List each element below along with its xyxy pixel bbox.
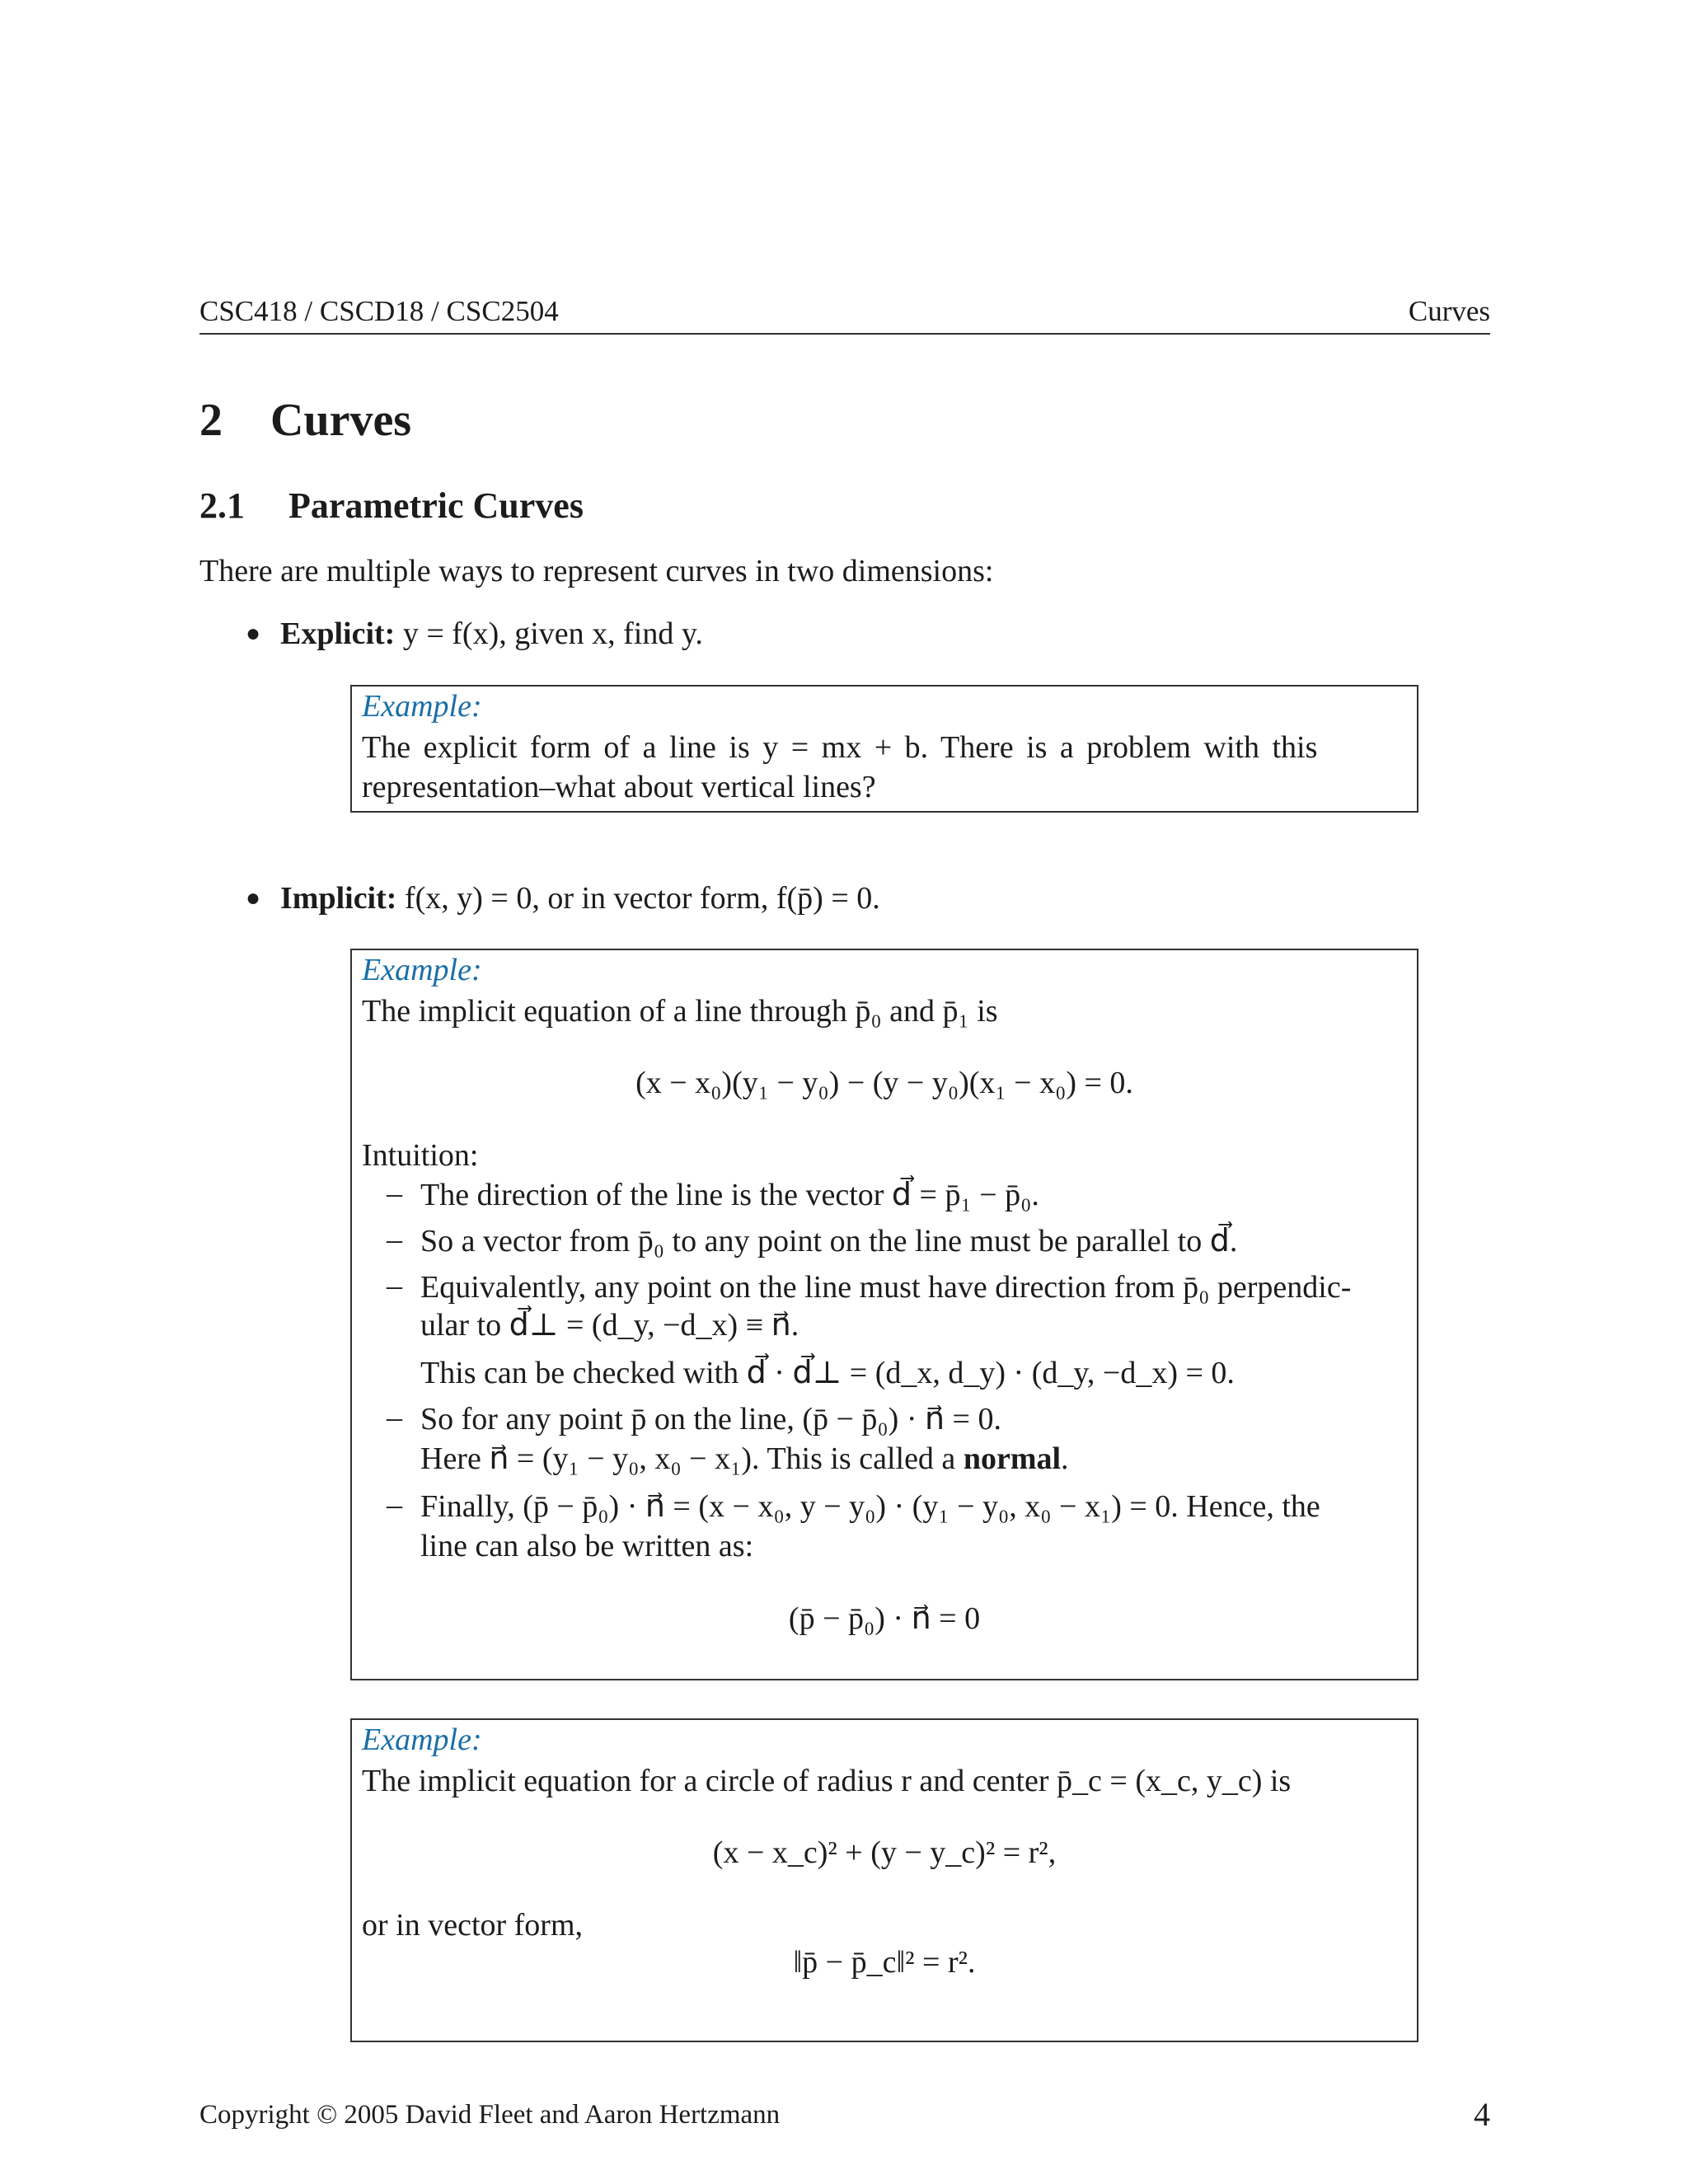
intuition-item-2: So a vector from p̄₀ to any point on the line must be parallel to d⃗. bbox=[420, 1224, 1238, 1258]
running-header-course: CSC418 / CSCD18 / CSC2504 bbox=[199, 295, 559, 327]
intuition-item-5-line-2: line can also be written as: bbox=[420, 1529, 754, 1563]
intuition-label: Intuition: bbox=[362, 1138, 479, 1173]
example-box-implicit-line bbox=[350, 949, 1418, 1680]
example-text-line-1: The explicit form of a line is y = mx + b. There is a problem with this bbox=[362, 730, 1318, 765]
header-rule bbox=[199, 333, 1490, 335]
page-number: 4 bbox=[1474, 2096, 1490, 2133]
display-equation-circle-vector: ‖p̄ − p̄_c‖² = r². bbox=[793, 1945, 976, 1980]
running-header-topic: Curves bbox=[1408, 295, 1490, 327]
intuition-item-3-line-3: This can be checked with d⃗ · d⃗⊥ = (d_x, d_y) · (d_y, −d_x) = 0. bbox=[420, 1356, 1235, 1390]
explicit-text: y = f(x), given x, find y. bbox=[402, 616, 703, 651]
explicit-label: Explicit: bbox=[280, 616, 396, 651]
explicit-item bbox=[280, 614, 703, 654]
example-text-line-2: representation–what about vertical lines? bbox=[362, 770, 876, 804]
subsection-title: Parametric Curves bbox=[288, 485, 584, 526]
bullet-dot-icon: ● bbox=[246, 620, 261, 647]
implicit-text: f(x, y) = 0, or in vector form, f(p̄) = 0. bbox=[404, 881, 880, 916]
dash-bullet: – bbox=[387, 1176, 402, 1211]
dash-bullet: – bbox=[387, 1488, 402, 1522]
footer-copyright: Copyright © 2005 David Fleet and Aaron Hertzmann bbox=[199, 2100, 781, 2130]
example-label: Example: bbox=[362, 1722, 482, 1757]
dash-bullet: – bbox=[387, 1268, 402, 1303]
intuition-item-1: The direction of the line is the vector d⃗ = p̄₁ − p̄₀. bbox=[420, 1178, 1039, 1212]
implicit-label: Implicit: bbox=[280, 881, 397, 916]
intuition-item-4-line-1: So for any point p̄ on the line, (p̄ − p̄₀) · n⃗ = 0. bbox=[420, 1402, 1001, 1436]
example-label: Example: bbox=[362, 689, 482, 724]
implicit-item bbox=[280, 879, 880, 918]
example-label: Example: bbox=[362, 953, 482, 987]
example-text-line-1: The implicit equation of a line through p̄₀ and p̄₁ is bbox=[362, 994, 998, 1029]
display-equation-line: (x − x₀)(y₁ − y₀) − (y − y₀)(x₁ − x₀) = 0. bbox=[635, 1066, 1133, 1100]
intro-paragraph: There are multiple ways to represent curves in two dimensions: bbox=[199, 554, 994, 588]
intuition-item-4-line-2: Here n⃗ = (y₁ − y₀, x₀ − x₁). This is called a normal. bbox=[420, 1441, 1069, 1476]
normal-term: normal bbox=[963, 1441, 1062, 1476]
example-box-circle bbox=[350, 1718, 1418, 2042]
intuition-item-5-line-1: Finally, (p̄ − p̄₀) · n⃗ = (x − x₀, y − y₀) · (y₁ − y₀, x₀ − x₁) = 0. Hence, the bbox=[420, 1489, 1320, 1524]
dash-bullet: – bbox=[387, 1222, 402, 1257]
section-title: Curves bbox=[270, 395, 412, 446]
section-number: 2 bbox=[199, 395, 223, 446]
intuition-item-3-line-1: Equivalently, any point on the line must have direction from p̄₀ perpendic- bbox=[420, 1270, 1352, 1305]
example-box-explicit-line bbox=[350, 685, 1418, 813]
bullet-dot-icon: ● bbox=[246, 884, 261, 912]
dash-bullet: – bbox=[387, 1400, 402, 1435]
subsection-number: 2.1 bbox=[199, 485, 245, 526]
example-text-line-1: The implicit equation for a circle of radius r and center p̄_c = (x_c, y_c) is bbox=[362, 1764, 1292, 1798]
display-equation-normal-form: (p̄ − p̄₀) · n⃗ = 0 bbox=[788, 1601, 981, 1636]
display-equation-circle: (x − x_c)² + (y − y_c)² = r², bbox=[712, 1835, 1057, 1870]
intuition-item-3-line-2: ular to d⃗⊥ = (d_y, −d_x) ≡ n⃗. bbox=[420, 1308, 799, 1343]
vector-form-lead: or in vector form, bbox=[362, 1908, 584, 1943]
